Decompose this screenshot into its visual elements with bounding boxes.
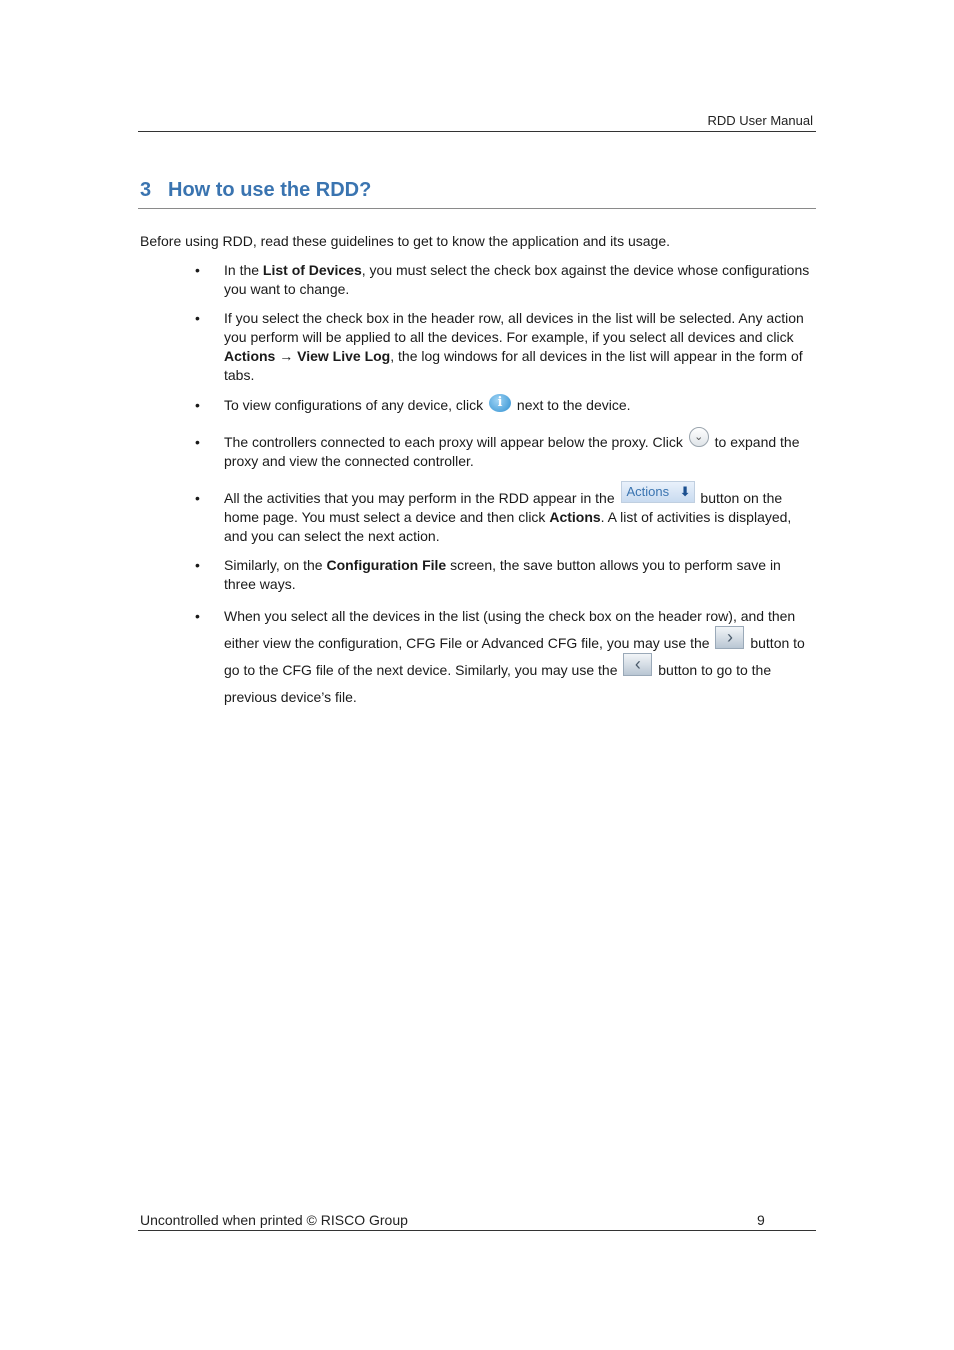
bullet-icon: •: [195, 557, 200, 573]
bullet-icon: •: [195, 490, 200, 506]
intro-paragraph: Before using RDD, read these guidelines to get to know the application and its usage.: [140, 233, 670, 249]
list-item: [195, 556, 816, 594]
list-item-bold: List of Devices: [262, 262, 362, 278]
list-item: [195, 484, 816, 546]
list-item-text: If you select the check box in the header row, all devices in the list will be selected. Any action you perform will be applied to all the devices. For example, if you select all devices and click: [224, 310, 804, 345]
list-item-text: , you must select the check box against the device whose configurations you want to change.: [224, 262, 810, 297]
list-item: [195, 431, 816, 471]
arrow-down-icon: ⬇: [679, 484, 691, 500]
bullet-icon: •: [195, 310, 200, 326]
document-title: RDD User Manual: [707, 113, 813, 128]
list-item-text: To view configurations of any device, click: [224, 397, 488, 413]
list-item: [195, 603, 816, 711]
actions-button-icon: [621, 481, 695, 503]
list-item-text: Similarly, on the: [224, 557, 327, 573]
list-item-bold: Configuration File: [326, 557, 447, 573]
list-item-text: button on the home page. You must select a device and then click: [224, 490, 783, 525]
list-item-text: The controllers connected to each proxy will appear below the proxy. Click: [224, 434, 687, 450]
next-icon: ›: [715, 626, 744, 649]
info-icon: i: [489, 394, 511, 412]
list-item-text: In the: [224, 262, 263, 278]
section-number: 3: [140, 179, 152, 201]
arrow-right-icon: →: [279, 348, 294, 364]
list-item-text: to expand the proxy and view the connected controller.: [224, 434, 800, 469]
list-item-text: button to go to the previous device’s file.: [224, 662, 772, 705]
header-divider: [138, 131, 816, 132]
list-item-text: When you select all the devices in the list (using the check box on the header row), and then either view the configuration, CFG File or Advanced CFG file, you may use the: [224, 608, 796, 651]
list-item-bold: View Live Log: [297, 348, 391, 364]
list-item: [195, 309, 816, 385]
list-item-bold: Actions: [549, 509, 601, 525]
list-item-text: next to the device.: [513, 397, 631, 413]
expand-icon: ⌄: [689, 427, 709, 447]
section-title: How to use the RDD?: [168, 179, 372, 201]
bullet-icon: •: [195, 434, 200, 450]
section-heading: [140, 179, 371, 202]
bullet-icon: •: [195, 608, 200, 624]
list-item-text: button to go to the CFG file of the next device. Similarly, you may use the: [224, 635, 805, 678]
list-item-text: screen, the save button allows you to perform save in three ways.: [224, 557, 781, 592]
actions-button-label: Actions: [626, 484, 670, 500]
footer-divider: [138, 1230, 816, 1231]
page-number: 9: [757, 1212, 765, 1228]
previous-icon: ‹: [623, 653, 652, 676]
list-item-text: . A list of activities is displayed, and you can select the next action.: [224, 509, 792, 544]
heading-divider: [138, 208, 816, 209]
footer-copyright: Uncontrolled when printed © RISCO Group: [140, 1212, 408, 1228]
bullet-icon: •: [195, 397, 200, 413]
bullet-icon: •: [195, 262, 200, 278]
list-item-text: All the activities that you may perform in the RDD appear in the: [224, 490, 619, 506]
list-item: [195, 395, 816, 415]
list-item-text: , the log windows for all devices in the list will appear in the form of tabs.: [224, 348, 803, 383]
list-item: [195, 261, 816, 299]
list-item-bold: Actions: [224, 348, 276, 364]
